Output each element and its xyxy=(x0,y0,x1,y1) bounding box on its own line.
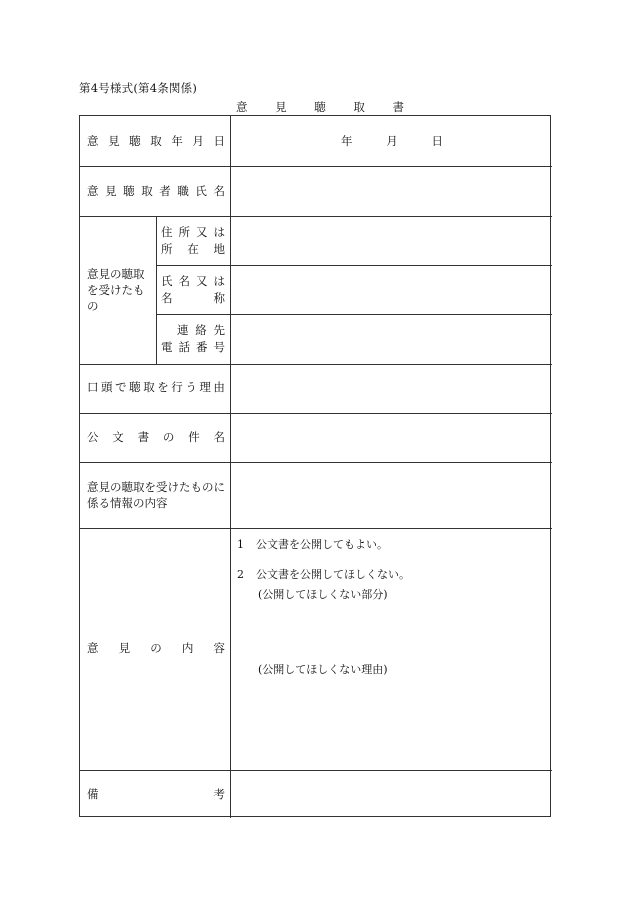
option-text: 公文書を公開してほしくない。 xyxy=(256,568,410,581)
label-char: は xyxy=(213,225,225,239)
name-field[interactable] xyxy=(231,266,551,313)
label-char: 連 xyxy=(177,323,189,337)
hearing-date-label xyxy=(87,136,225,148)
label-char: 見 xyxy=(118,641,131,655)
respondent-info-label: 意見の聴取を受けたものに係る情報の内容 xyxy=(87,480,225,510)
opinion-field[interactable] xyxy=(231,529,551,769)
oral-reason-field[interactable] xyxy=(231,365,551,412)
label-char: の xyxy=(162,430,175,444)
date-month-label: 月 xyxy=(386,134,398,148)
hearer-field[interactable] xyxy=(231,167,551,215)
label-char: 書 xyxy=(137,430,150,444)
label-char: の xyxy=(150,641,162,655)
document-title xyxy=(236,99,404,115)
label-char: 考 xyxy=(213,787,225,801)
document-subject-label xyxy=(87,432,225,444)
label-char: 由 xyxy=(213,380,225,394)
label-char: 年 xyxy=(171,134,183,148)
label-char: 電 xyxy=(161,340,173,354)
remarks-label xyxy=(87,789,225,801)
label-char: 意 xyxy=(87,641,99,655)
title-char: 書 xyxy=(392,100,404,114)
label-char: 行 xyxy=(171,380,183,394)
option-number: 1 xyxy=(237,538,244,551)
label-char: 内 xyxy=(181,641,194,655)
undisclosed-part-label: (公開してほしくない部分) xyxy=(258,588,388,601)
label-char: 名 xyxy=(161,291,173,305)
title-char: 聴 xyxy=(314,100,326,114)
label-char: 口 xyxy=(87,380,99,394)
label-char: 取 xyxy=(143,380,155,394)
label-char: 氏 xyxy=(161,274,173,288)
oral-reason-label xyxy=(87,382,225,394)
label-char: 理 xyxy=(199,380,211,394)
label-char: 月 xyxy=(192,134,204,148)
form-table xyxy=(79,115,551,817)
remarks-field[interactable] xyxy=(231,771,551,817)
option-disclose-ok[interactable] xyxy=(237,538,388,552)
label-char: 聴 xyxy=(123,184,135,198)
label-char: 在 xyxy=(187,242,199,256)
label-char: 日 xyxy=(213,134,225,148)
label-char: 所 xyxy=(161,242,173,256)
label-char: 住 xyxy=(161,225,173,239)
label-char: 名 xyxy=(213,430,225,444)
label-char: 備 xyxy=(87,787,99,801)
label-char: 又 xyxy=(196,225,208,239)
contact-field[interactable] xyxy=(231,315,551,363)
address-field[interactable] xyxy=(231,217,551,264)
option-number: 2 xyxy=(237,568,244,581)
table-divider xyxy=(156,216,157,364)
label-char: 見 xyxy=(108,134,120,148)
label-char: 氏 xyxy=(195,184,207,198)
label-char: 取 xyxy=(141,184,153,198)
label-char: 意 xyxy=(87,184,99,198)
label-char: 文 xyxy=(112,430,124,444)
label-char: 頭 xyxy=(101,380,113,394)
label-char: 公 xyxy=(87,430,99,444)
label-char: を xyxy=(157,380,169,394)
label-char: 話 xyxy=(178,340,190,354)
label-char: 番 xyxy=(196,340,208,354)
label-char: で xyxy=(115,380,127,394)
label-char: 名 xyxy=(213,184,225,198)
title-char: 見 xyxy=(275,100,287,114)
respondent-group-label: 意見の聴取を受けたもの xyxy=(87,267,145,313)
contact-label xyxy=(161,322,225,356)
title-char: 意 xyxy=(236,100,248,114)
option-text: 公文書を公開してもよい。 xyxy=(256,538,388,551)
label-char: 号 xyxy=(213,340,225,354)
label-char: 件 xyxy=(188,430,200,444)
address-label xyxy=(161,224,225,258)
label-char: 絡 xyxy=(195,323,207,337)
document-subject-field[interactable] xyxy=(231,414,551,461)
label-char: 地 xyxy=(213,242,225,256)
label-char: 所 xyxy=(178,225,190,239)
date-day-label: 日 xyxy=(431,134,443,148)
label-char: 又 xyxy=(196,274,208,288)
label-char: 先 xyxy=(213,323,225,337)
label-char: 称 xyxy=(213,291,225,305)
label-char: 者 xyxy=(159,184,171,198)
label-char: 意 xyxy=(87,134,99,148)
label-char: う xyxy=(185,380,197,394)
respondent-info-field[interactable] xyxy=(231,463,551,527)
label-char: 聴 xyxy=(129,380,141,394)
option-disclose-ng[interactable] xyxy=(237,568,410,582)
name-label xyxy=(161,273,225,307)
hearer-label xyxy=(87,186,225,198)
label-char: 聴 xyxy=(129,134,141,148)
label-char: 取 xyxy=(150,134,162,148)
label-char: 容 xyxy=(213,641,225,655)
label-char: 職 xyxy=(177,184,189,198)
date-year-label: 年 xyxy=(341,134,353,148)
title-char: 取 xyxy=(353,100,365,114)
form-number: 第4号様式(第4条関係) xyxy=(79,81,198,95)
undisclosed-reason-label: (公開してほしくない理由) xyxy=(258,663,388,676)
label-char: 見 xyxy=(105,184,117,198)
hearing-date-field[interactable] xyxy=(341,136,443,148)
label-char: は xyxy=(213,274,225,288)
opinion-label xyxy=(87,643,225,655)
label-char: 名 xyxy=(178,274,190,288)
